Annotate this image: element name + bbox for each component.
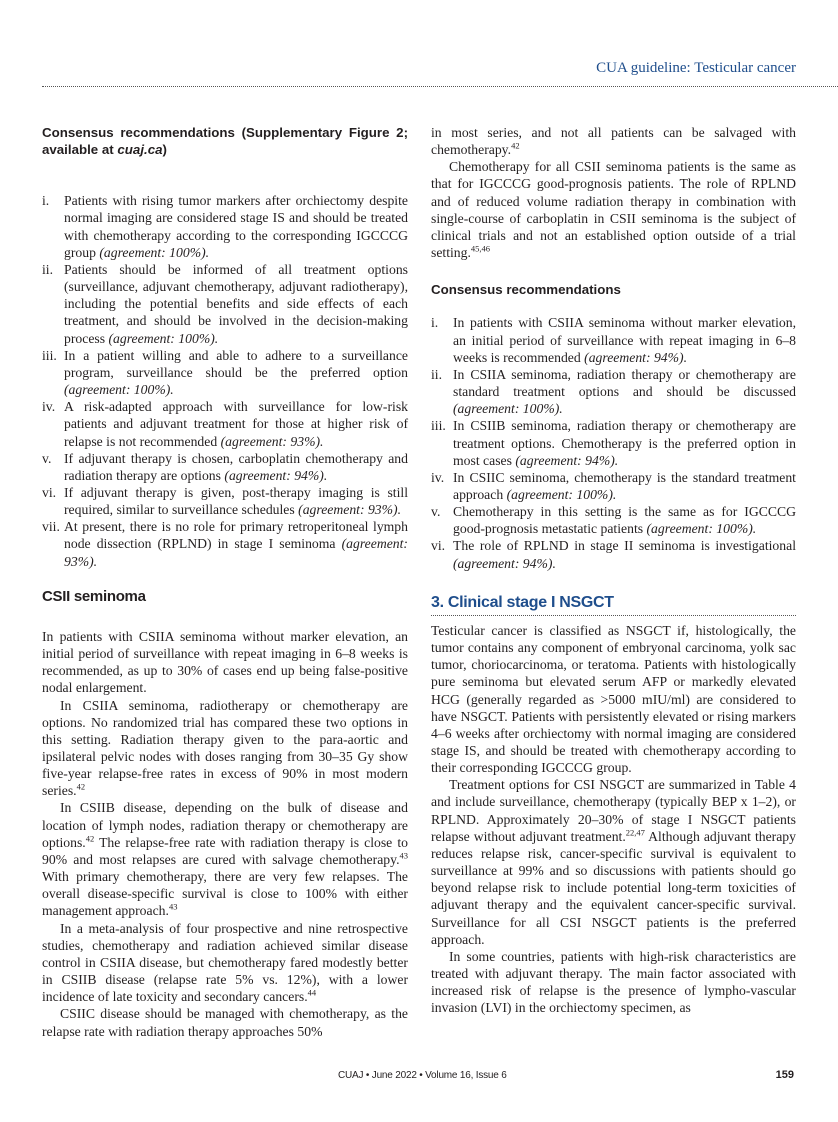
recommendation-number: iv. [431, 469, 445, 485]
recommendation-item [431, 417, 796, 468]
stage1-recommendations [42, 192, 408, 569]
stage2-recommendations [431, 314, 796, 571]
recommendation-item [431, 469, 796, 503]
recommendation-number: iv. [42, 399, 56, 415]
section-divider [431, 615, 796, 616]
recommendation-text: In CSIIC seminoma, chemotherapy is the standard treatment approach [453, 469, 796, 502]
consensus-heading-stage1: Consensus recommendations (Supplementary Figure 2; available at cuaj.ca) [42, 125, 408, 158]
csii-paragraph-2: In CSIIA seminoma, radiotherapy or chemotherapy are options. No randomized trial has compared these two options in this setting. Radiation therapy given to the para-aortic and ipsilateral pelvic nodes with doses ranging from 30–35 Gy show five-year relapse-free rates in excess of 90% in most modern series.$^{42}$ [42, 697, 408, 799]
recommendation-item [42, 450, 408, 484]
recommendation-text: If adjuvant therapy is given, post-therapy imaging is still required, similar to surveillance schedules [64, 484, 408, 518]
consensus-heading-stage2: Consensus recommendations [431, 282, 621, 298]
agreement-level: (agreement: 93%). [64, 536, 408, 569]
continued-paragraph: in most series, and not all patients can be salvaged with chemotherapy.$^{42}$ [431, 125, 796, 158]
agreement-level: (agreement: 100%). [646, 521, 757, 537]
recommendation-text: Patients should be informed of all treatment options (surveillance, adjuvant chemotherapy, adjuvant radiotherapy), including the potential benefits and side effects of each treatment, and should be involved in the decision-making process [64, 261, 408, 346]
recommendation-text: In CSIIA seminoma, radiation therapy or chemotherapy are standard treatment options and should be discussed [453, 366, 796, 400]
recommendation-number: i. [431, 315, 439, 331]
recommendation-number: v. [42, 450, 52, 466]
left-column [42, 124, 408, 1040]
csii-paragraph-3: In CSIIB disease, depending on the bulk of disease and location of lymph nodes, radiation therapy or chemotherapy are options.$^{42}$ The relapse-free rate with radiation therapy is close to 90% and most relapses are cured with salvage chemotherapy.$^{43}$ With primary chemotherapy, there are very few relapses. The overall disease-specific survival is close to 100% with either management approach.$^{43}$ [42, 800, 408, 919]
header-divider [42, 86, 838, 87]
nsgct-paragraph-2: Treatment options for CSI NSGCT are summarized in Table 4 and include surveillance, chemotherapy (typically BEP x 1–2), or RPLND. Approximately 20–30% of stage I NSGCT patients relapse without adjuvant treatment.$^{22,47}$ Although adjuvant therapy reduces relapse risk, cancer-specific survival is equivalent to surveillance at 99% and so discussions with patients should go beyond relapse risk to include potential long-term toxicities of adjuvant therapy and the equivalent cancer-specific survival. Surveillance for all CSI NSGCT patients is the preferred approach. [431, 777, 796, 947]
recommendation-number: iii. [431, 418, 446, 434]
recommendation-item [42, 398, 408, 449]
nsgct-paragraph-3: In some countries, patients with high-risk characteristics are treated with adjuvant therapy. The main factor associated with increased risk of relapse is the presence of lympho-vascular invasion (LVI) in the orchiectomy specimen, as [431, 948, 796, 1016]
csii-seminoma-heading: CSII seminoma [42, 587, 146, 605]
section-3-heading: 3. Clinical stage I NSGCT [431, 593, 614, 611]
recommendation-number: i. [42, 193, 50, 209]
recommendation-text: In a patient willing and able to adhere to a surveillance program, surveillance should be the preferred option [64, 347, 408, 380]
csii-paragraph-5: CSIIC disease should be managed with chemotherapy, as the relapse rate with radiation therapy approaches 50% [42, 1006, 408, 1039]
recommendation-text: At present, there is no role for primary retroperitoneal lymph node dissection (RPLND) in stage I seminoma [64, 519, 408, 552]
recommendation-item [42, 484, 408, 518]
recommendation-text: In CSIIB seminoma, radiation therapy or chemotherapy are treatment options. Chemotherapy is the preferred option in most cases [453, 418, 796, 468]
recommendation-number: ii. [431, 366, 443, 382]
recommendation-number: vi. [431, 538, 446, 554]
csii-paragraph-4: In a meta-analysis of four prospective and nine retrospective studies, chemotherapy and radiation achieved similar disease control in CSIIA disease, but chemotherapy fared modestly better in CSIIB disease (relapse rate 5% vs. 12%), with a lower incidence of late toxicity and secondary cancers.$^{44}$ [42, 920, 408, 1005]
agreement-level: (agreement: 100%). [506, 486, 617, 502]
recommendation-text: In patients with CSIIA seminoma without marker elevation, an initial period of surveillance with repeat imaging in 6–8 weeks is recommended [453, 315, 796, 365]
recommendation-item [431, 366, 796, 417]
recommendation-number: ii. [42, 261, 54, 277]
page-number: 159 [775, 1069, 794, 1081]
recommendation-item [42, 261, 408, 347]
agreement-level: (agreement: 100%). [108, 330, 219, 346]
recommendation-item [431, 537, 796, 571]
agreement-level: (agreement: 100%). [64, 382, 174, 398]
recommendation-text: A risk-adapted approach with surveillance for low-risk patients and adjuvant treatment for those at higher risk of relapse is not recommended [64, 399, 408, 449]
recommendation-text: If adjuvant therapy is chosen, carboplatin chemotherapy and radiation therapy are options [64, 450, 408, 483]
agreement-level: (agreement: 94%). [453, 555, 556, 571]
recommendation-item [431, 503, 796, 537]
right-column [431, 124, 796, 1017]
agreement-level: (agreement: 93%). [298, 502, 402, 518]
recommendation-text: Chemotherapy in this setting is the same as for IGCCCG good-prognosis metastatic patients [453, 504, 796, 537]
running-title: CUA guideline: Testicular cancer [596, 60, 796, 76]
recommendation-number: v. [431, 504, 441, 520]
recommendation-item [42, 192, 408, 261]
recommendation-item [42, 518, 408, 569]
recommendation-item [431, 314, 796, 365]
recommendation-text: The role of RPLND in stage II seminoma is investigational [453, 538, 796, 554]
agreement-level: (agreement: 94%). [224, 467, 328, 483]
chemotherapy-paragraph: Chemotherapy for all CSII seminoma patients is the same as that for IGCCCG good-prognosis patients. The role of RPLND and of reduced volume radiation therapy in combination with single-course of carboplatin in CSII seminoma is the subject of clinical trials and not an established option outside of a trial setting.$^{45,46}$ [431, 159, 796, 261]
nsgct-paragraph-1: Testicular cancer is classified as NSGCT if, histologically, the tumor contains any component of embryonal carcinoma, yolk sac tumor, choriocarcinoma, or teratoma. Patients with histologically pure seminoma but elevated serum AFP or markedly elevated HCG (generally regarded as >5000 mIU/ml) are considered to have NSGCT. Patients with persistently elevated or rising markers 4–6 weeks after orchiectomy with normal imaging are considered stage IS, and should be treated with chemotherapy according to their corresponding IGCCCG group. [431, 622, 796, 776]
csii-paragraph-1: In patients with CSIIA seminoma without marker elevation, an initial period of surveillance with repeat imaging in 6–8 weeks is recommended, as up to 30% of cases end up being false-positive nodal enlargement. [42, 628, 408, 696]
footer-citation: CUAJ • June 2022 • Volume 16, Issue 6 [338, 1070, 507, 1081]
recommendation-item [42, 347, 408, 398]
recommendation-number: iii. [42, 347, 57, 363]
agreement-level: (agreement: 100%). [99, 244, 210, 260]
agreement-level: (agreement: 94%). [515, 452, 619, 468]
recommendation-number: vi. [42, 484, 57, 500]
agreement-level: (agreement: 100%). [453, 401, 563, 417]
recommendation-text: Patients with rising tumor markers after orchiectomy despite normal imaging are considered stage IS and should be treated with chemotherapy according to the corresponding IGCCCG group [64, 193, 408, 260]
recommendation-number: vii. [42, 519, 60, 535]
agreement-level: (agreement: 94%). [584, 349, 688, 365]
agreement-level: (agreement: 93%). [220, 433, 324, 449]
